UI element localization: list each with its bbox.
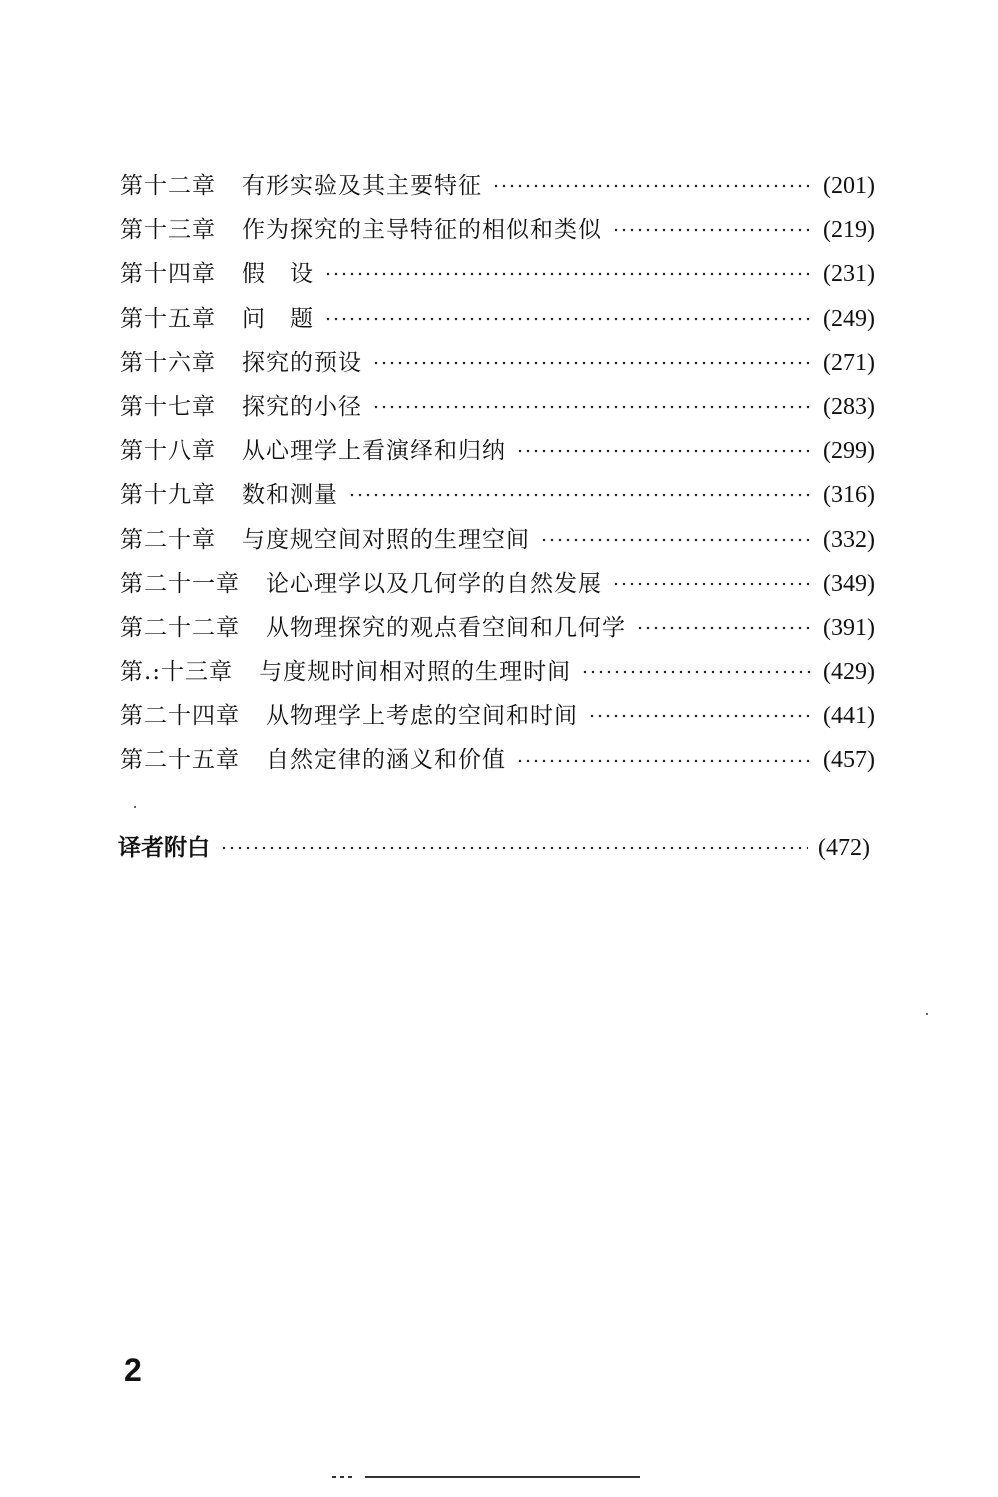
chapter-number: 第十九章 (120, 482, 216, 509)
dot-leader (372, 402, 813, 412)
chapter-number: 第十四章 (120, 261, 216, 288)
chapter-title: 数和测量 (242, 482, 338, 509)
toc-entry (120, 473, 875, 517)
scan-edge-mark (332, 1476, 352, 1478)
toc-entry (120, 164, 875, 208)
dot-leader (372, 358, 813, 368)
toc-entry (120, 694, 875, 738)
toc-entry (120, 738, 875, 782)
page-number: (219) (823, 217, 875, 244)
toc-entry (120, 385, 875, 429)
page-number: (201) (823, 173, 875, 199)
page-number: (349) (823, 570, 875, 597)
page-number: (332) (823, 526, 875, 553)
dot-leader (636, 623, 813, 633)
dot-leader (324, 314, 813, 324)
chapter-title: 自然定律的涵义和价值 (266, 747, 506, 774)
dot-leader (220, 843, 808, 853)
page-number: (283) (823, 393, 875, 420)
chapter-number: 第.:十三章 (120, 659, 234, 686)
dot-leader (540, 535, 813, 545)
page-number: (231) (823, 261, 875, 288)
dot-leader (516, 446, 813, 456)
dot-leader (348, 490, 813, 500)
page-number: (271) (823, 349, 875, 376)
toc-entry (120, 341, 875, 385)
chapter-title: 假 设 (242, 261, 314, 288)
chapter-number: 第十二章 (120, 173, 216, 199)
dot-leader (612, 225, 813, 235)
page-number: (441) (823, 703, 875, 730)
dot-leader (581, 667, 813, 677)
dot-leader (324, 269, 813, 279)
toc-entry (120, 208, 875, 252)
chapter-title: 与度规时间相对照的生理时间 (259, 659, 572, 686)
chapter-number: 第十三章 (120, 217, 216, 244)
toc-entry (120, 518, 875, 562)
chapter-title: 论心理学以及几何学的自然发展 (266, 570, 602, 597)
toc-entry (120, 606, 875, 650)
dot-leader (492, 181, 813, 191)
page-number: (472) (818, 835, 870, 861)
page-number: (457) (823, 747, 875, 774)
page-number: (249) (823, 305, 875, 332)
toc-entry (120, 252, 875, 296)
toc-entry (120, 562, 875, 606)
toc-entry (120, 650, 875, 694)
scan-speck (134, 806, 136, 808)
chapter-number: 第十五章 (120, 305, 216, 332)
chapter-number: 第二十章 (120, 526, 216, 553)
chapter-title: 问 题 (242, 305, 314, 332)
scan-edge-line (365, 1476, 640, 1478)
page-number: (299) (823, 438, 875, 465)
chapter-number: 第十八章 (120, 438, 216, 465)
appendix-title: 译者附白 (118, 834, 210, 861)
chapter-title: 探究的预设 (242, 349, 362, 376)
chapter-title: 从物理探究的观点看空间和几何学 (266, 614, 626, 641)
dot-leader (588, 711, 813, 721)
chapter-number: 第十七章 (120, 393, 216, 420)
chapter-number: 第二十一章 (120, 570, 240, 597)
scan-speck (926, 1013, 928, 1015)
chapter-title: 从心理学上看演绎和归纳 (242, 438, 506, 465)
page-folio: 2 (124, 1352, 142, 1388)
page-number: (429) (823, 659, 875, 686)
chapter-title: 有形实验及其主要特征 (242, 173, 482, 199)
chapter-title: 与度规空间对照的生理空间 (242, 526, 530, 553)
chapter-number: 第二十四章 (120, 703, 240, 730)
toc-entry-appendix (118, 826, 870, 870)
chapter-number: 第二十五章 (120, 747, 240, 774)
table-of-contents (120, 164, 875, 783)
page-number: (316) (823, 482, 875, 509)
chapter-title: 探究的小径 (242, 393, 362, 420)
page-number: (391) (823, 614, 875, 641)
dot-leader (516, 756, 813, 766)
chapter-title: 作为探究的主导特征的相似和类似 (242, 217, 602, 244)
chapter-title: 从物理学上考虑的空间和时间 (266, 703, 578, 730)
toc-entry (120, 429, 875, 473)
toc-entry (120, 297, 875, 341)
dot-leader (612, 579, 813, 589)
chapter-number: 第十六章 (120, 349, 216, 376)
chapter-number: 第二十二章 (120, 614, 240, 641)
